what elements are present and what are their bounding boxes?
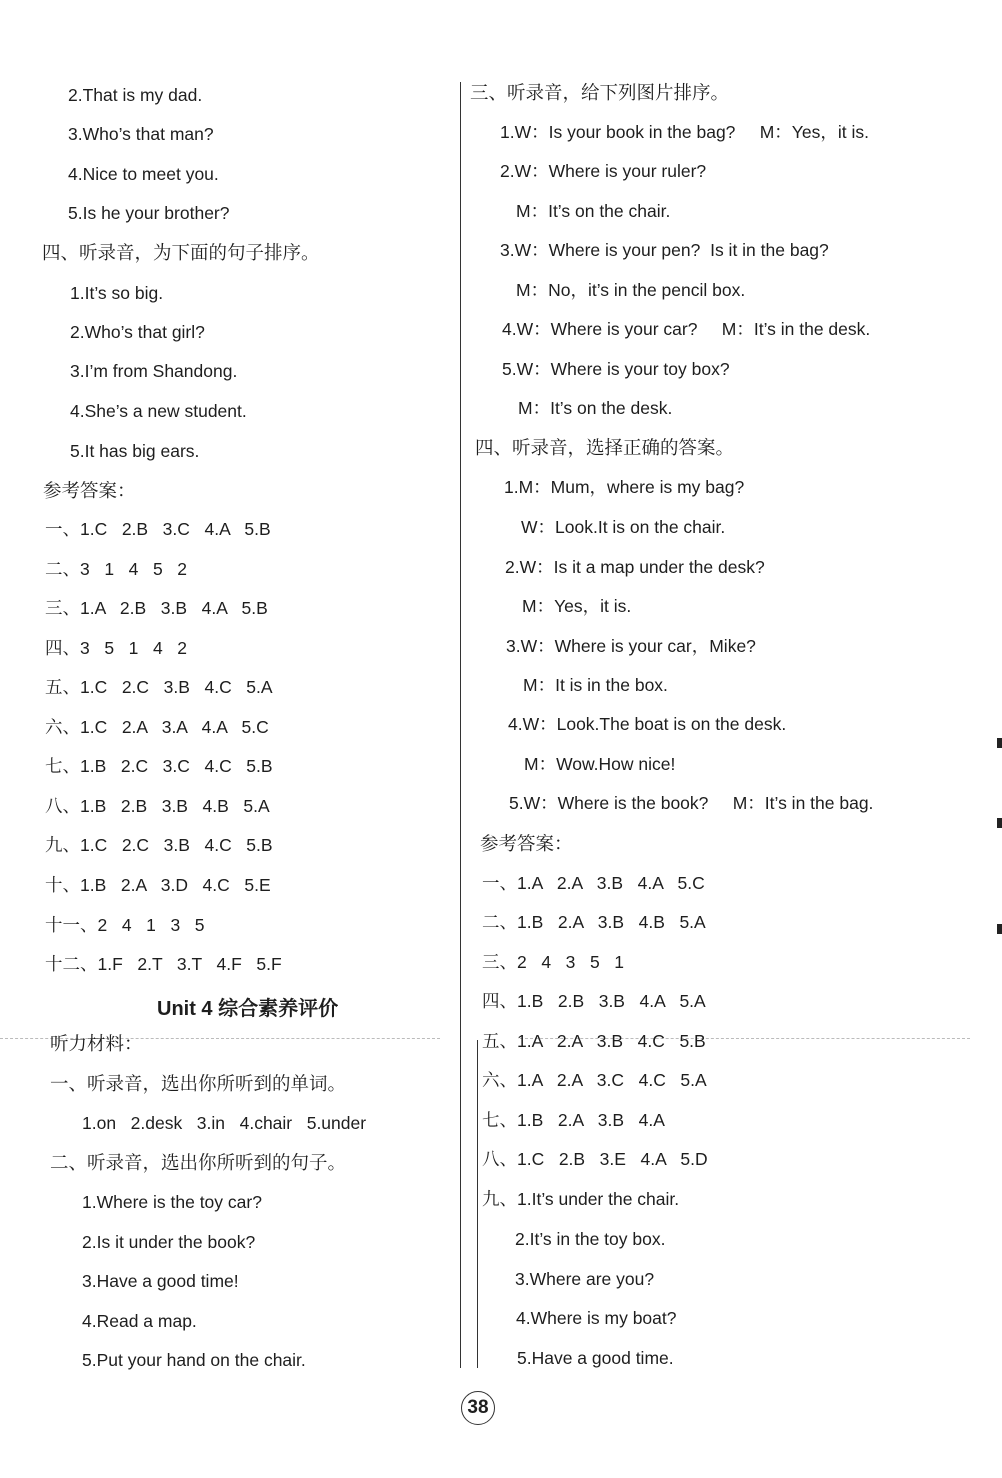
section-heading: 四、听录音，为下面的句子排序。 [42, 242, 320, 263]
dialogue-line: 2.W：Where is your ruler? [500, 161, 707, 181]
dialogue-line: 3.W：Where is your pen? Is it in the bag? [500, 240, 829, 260]
answer-line: 3.Where are you? [515, 1269, 655, 1289]
answer-line: 二、3 1 4 5 2 [45, 559, 188, 579]
text-line: 4.She’s a new student. [70, 401, 247, 421]
answer-line: 2.It’s in the toy box. [515, 1229, 666, 1249]
dialogue-line: M：No，it’s in the pencil box. [516, 280, 746, 300]
answer-line: 五、1.C 2.C 3.B 4.C 5.A [45, 677, 273, 697]
answer-line: 4.Where is my boat? [516, 1308, 677, 1328]
page-number: 38 [461, 1391, 495, 1425]
text-line: 5.Is he your brother? [68, 203, 230, 223]
dialogue-line: 4.W：Where is your car? M：It’s in the desk. [502, 319, 871, 339]
dialogue-line: 1.W：Is your book in the bag? M：Yes，it is. [500, 122, 869, 142]
text-line: 4.Nice to meet you. [68, 164, 219, 184]
answer-key-heading: 参考答案： [480, 833, 573, 854]
dialogue-line: 3.W：Where is your car，Mike? [506, 636, 756, 656]
dialogue-line: W：Look.It is on the chair. [521, 517, 726, 537]
section-heading: 二、听录音，选出你所听到的句子。 [50, 1152, 347, 1173]
dialogue-line: M：It’s on the desk. [518, 398, 673, 418]
answer-line: 十二、1.F 2.T 3.T 4.F 5.F [45, 954, 282, 974]
answer-line: 三、1.A 2.B 3.B 4.A 5.B [45, 598, 268, 618]
answer-key-heading: 参考答案： [43, 480, 136, 501]
answer-line: 八、1.B 2.B 3.B 4.B 5.A [45, 796, 270, 816]
text-line: 2.That is my dad. [68, 85, 203, 105]
text-line: 5.It has big ears. [70, 441, 200, 461]
answer-line: 七、1.B 2.A 3.B 4.A [482, 1110, 665, 1130]
dialogue-line: 5.W：Where is your toy box? [502, 359, 730, 379]
answer-line: 四、1.B 2.B 3.B 4.A 5.A [482, 991, 706, 1011]
answer-line: 5.Have a good time. [517, 1348, 674, 1368]
edge-mark [997, 924, 1002, 934]
answer-line: 三、2 4 3 5 1 [482, 952, 625, 972]
answer-line: 九、1.C 2.C 3.B 4.C 5.B [45, 835, 273, 855]
answer-line: 一、1.C 2.B 3.C 4.A 5.B [45, 519, 271, 539]
text-line: 3.I’m from Shandong. [70, 361, 238, 381]
dialogue-line: 2.W：Is it a map under the desk? [505, 557, 765, 577]
answer-line: 十一、2 4 1 3 5 [45, 915, 205, 935]
dialogue-line: M：It’s on the chair. [516, 201, 671, 221]
text-line: 2.Who’s that girl? [70, 322, 205, 342]
text-line: 3.Who’s that man? [68, 124, 214, 144]
column-divider [460, 82, 461, 1368]
unit-title: Unit 4 综合素养评价 [157, 998, 339, 1020]
text-line: 1.on 2.desk 3.in 4.chair 5.under [82, 1113, 367, 1133]
text-line: 5.Put your hand on the chair. [82, 1350, 306, 1370]
edge-mark [997, 738, 1002, 748]
answer-line: 九、1.It’s under the chair. [482, 1189, 680, 1209]
answer-line: 四、3 5 1 4 2 [45, 638, 188, 658]
dialogue-line: 1.M：Mum，where is my bag? [504, 477, 745, 497]
text-line: 3.Have a good time! [82, 1271, 239, 1291]
section-heading: 三、听录音，给下列图片排序。 [470, 82, 730, 103]
text-line: 1.It’s so big. [70, 283, 164, 303]
dialogue-line: 4.W：Look.The boat is on the desk. [508, 714, 787, 734]
column-divider-lower [477, 1040, 478, 1368]
answer-line: 六、1.C 2.A 3.A 4.A 5.C [45, 717, 269, 737]
dialogue-line: M：Wow.How nice! [524, 754, 676, 774]
section-heading: 一、听录音，选出你所听到的单词。 [50, 1073, 347, 1094]
text-line: 1.Where is the toy car? [82, 1192, 262, 1212]
answer-line: 八、1.C 2.B 3.E 4.A 5.D [482, 1149, 708, 1169]
answer-line: 五、1.A 2.A 3.B 4.C 5.B [482, 1031, 706, 1051]
dialogue-line: M：It is in the box. [523, 675, 668, 695]
dialogue-line: M：Yes，it is. [522, 596, 632, 616]
answer-line: 六、1.A 2.A 3.C 4.C 5.A [482, 1070, 707, 1090]
text-line: 2.Is it under the book? [82, 1232, 256, 1252]
answer-line: 十、1.B 2.A 3.D 4.C 5.E [45, 875, 271, 895]
dialogue-line: 5.W：Where is the book? M：It’s in the bag. [509, 793, 874, 813]
edge-mark [997, 818, 1002, 828]
text-line: 4.Read a map. [82, 1311, 197, 1331]
answer-line: 一、1.A 2.A 3.B 4.A 5.C [482, 873, 705, 893]
section-heading: 四、听录音，选择正确的答案。 [475, 437, 735, 458]
answer-line: 二、1.B 2.A 3.B 4.B 5.A [482, 912, 706, 932]
answer-line: 七、1.B 2.C 3.C 4.C 5.B [45, 756, 273, 776]
listening-material-heading: 听力材料： [50, 1033, 143, 1054]
